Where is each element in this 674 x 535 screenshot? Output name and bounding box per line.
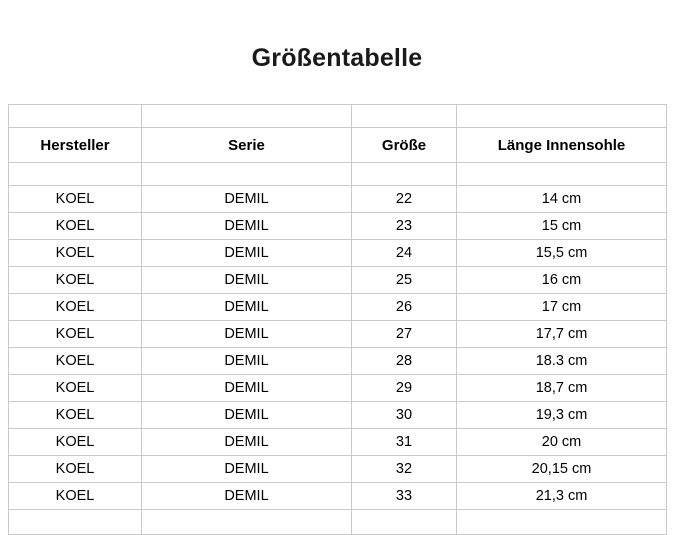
cell-hersteller: KOEL — [9, 321, 142, 348]
spacer-cell — [9, 163, 142, 186]
size-table-container — [8, 104, 666, 535]
spacer-cell — [142, 105, 352, 128]
spacer-cell — [142, 163, 352, 186]
cell-serie: DEMIL — [142, 186, 352, 213]
spacer-cell — [457, 163, 667, 186]
cell-groesse: 31 — [352, 429, 457, 456]
column-header-serie: Serie — [142, 128, 352, 163]
cell-hersteller: KOEL — [9, 213, 142, 240]
spacer-cell — [352, 510, 457, 535]
table-row — [9, 348, 667, 375]
column-header-hersteller: Hersteller — [9, 128, 142, 163]
cell-groesse: 26 — [352, 294, 457, 321]
cell-serie: DEMIL — [142, 456, 352, 483]
cell-serie: DEMIL — [142, 294, 352, 321]
spacer-cell — [352, 163, 457, 186]
cell-laenge: 14 cm — [457, 186, 667, 213]
cell-groesse: 24 — [352, 240, 457, 267]
cell-hersteller: KOEL — [9, 456, 142, 483]
spacer-cell — [457, 105, 667, 128]
table-spacer-row-top — [9, 105, 667, 128]
table-gap-row — [9, 163, 667, 186]
cell-serie: DEMIL — [142, 240, 352, 267]
cell-laenge: 21,3 cm — [457, 483, 667, 510]
spacer-cell — [142, 510, 352, 535]
cell-groesse: 33 — [352, 483, 457, 510]
cell-serie: DEMIL — [142, 321, 352, 348]
table-row — [9, 213, 667, 240]
cell-laenge: 17 cm — [457, 294, 667, 321]
table-header-row — [9, 128, 667, 163]
cell-laenge: 15,5 cm — [457, 240, 667, 267]
cell-groesse: 32 — [352, 456, 457, 483]
table-row — [9, 321, 667, 348]
spacer-cell — [9, 510, 142, 535]
table-row — [9, 483, 667, 510]
cell-serie: DEMIL — [142, 429, 352, 456]
cell-laenge: 18.3 cm — [457, 348, 667, 375]
cell-hersteller: KOEL — [9, 429, 142, 456]
spacer-cell — [352, 105, 457, 128]
table-row — [9, 240, 667, 267]
cell-hersteller: KOEL — [9, 483, 142, 510]
spacer-cell — [457, 510, 667, 535]
cell-serie: DEMIL — [142, 348, 352, 375]
cell-laenge: 17,7 cm — [457, 321, 667, 348]
cell-hersteller: KOEL — [9, 267, 142, 294]
cell-laenge: 15 cm — [457, 213, 667, 240]
table-row — [9, 429, 667, 456]
cell-laenge: 18,7 cm — [457, 375, 667, 402]
cell-hersteller: KOEL — [9, 348, 142, 375]
cell-groesse: 25 — [352, 267, 457, 294]
table-row — [9, 456, 667, 483]
cell-hersteller: KOEL — [9, 402, 142, 429]
spacer-cell — [9, 105, 142, 128]
cell-groesse: 23 — [352, 213, 457, 240]
table-row — [9, 375, 667, 402]
size-table-body — [9, 105, 667, 535]
cell-hersteller: KOEL — [9, 375, 142, 402]
cell-groesse: 27 — [352, 321, 457, 348]
cell-groesse: 28 — [352, 348, 457, 375]
cell-laenge: 19,3 cm — [457, 402, 667, 429]
cell-groesse: 29 — [352, 375, 457, 402]
table-row — [9, 186, 667, 213]
cell-laenge: 20,15 cm — [457, 456, 667, 483]
cell-serie: DEMIL — [142, 483, 352, 510]
cell-laenge: 16 cm — [457, 267, 667, 294]
cell-serie: DEMIL — [142, 267, 352, 294]
cell-laenge: 20 cm — [457, 429, 667, 456]
cell-serie: DEMIL — [142, 213, 352, 240]
column-header-groesse: Größe — [352, 128, 457, 163]
cell-hersteller: KOEL — [9, 294, 142, 321]
cell-serie: DEMIL — [142, 375, 352, 402]
cell-hersteller: KOEL — [9, 240, 142, 267]
table-row — [9, 294, 667, 321]
table-row — [9, 402, 667, 429]
table-row — [9, 267, 667, 294]
cell-groesse: 22 — [352, 186, 457, 213]
page-title: Größentabelle — [251, 44, 423, 72]
table-spacer-row-bottom — [9, 510, 667, 535]
cell-serie: DEMIL — [142, 402, 352, 429]
size-table — [8, 104, 667, 535]
cell-groesse: 30 — [352, 402, 457, 429]
cell-hersteller: KOEL — [9, 186, 142, 213]
column-header-laenge-innensohle: Länge Innensohle — [457, 128, 667, 163]
